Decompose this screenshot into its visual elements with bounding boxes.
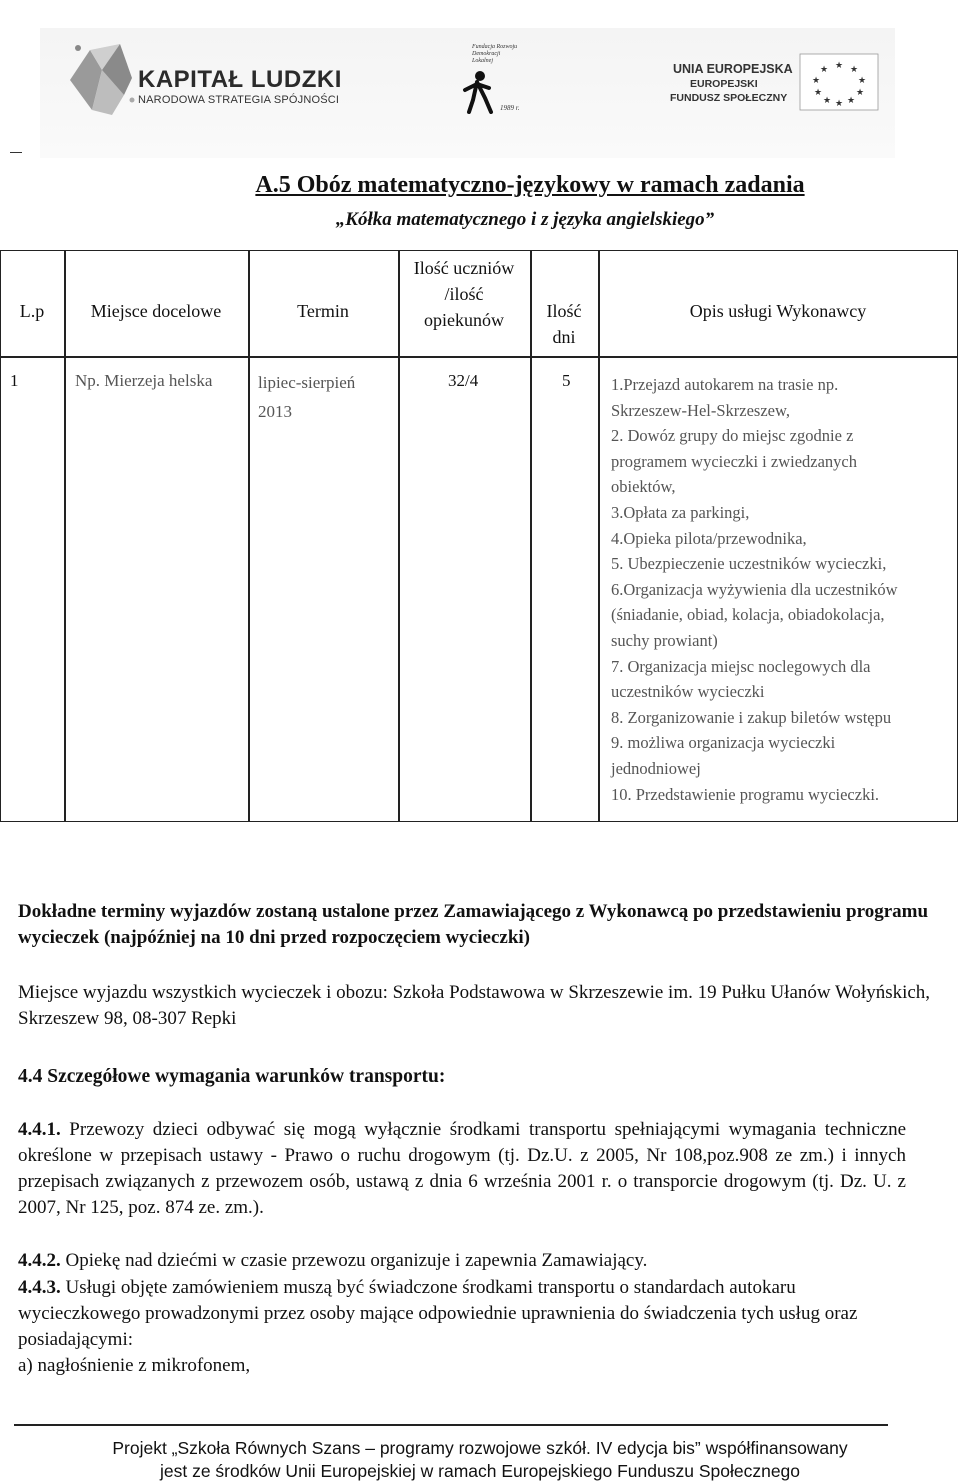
frdl-name: Fundacja Rozwoju Demokracji Lokalnej	[472, 44, 518, 64]
svg-text:★: ★	[834, 99, 844, 109]
svg-text:★: ★	[855, 88, 865, 98]
item-4-4-2: 4.4.2. Opiekę nad dziećmi w czasie przewozu organizuje i zapewnia Zamawiający.	[18, 1250, 648, 1271]
header-dash	[10, 152, 22, 153]
opis-line: 6.Organizacja wyżywienia dla uczestników	[611, 579, 898, 599]
opis-line: 4.Opieka pilota/przewodnika,	[611, 528, 807, 548]
footer-rule	[14, 1424, 888, 1426]
th-ilosc-dni: Ilość dni	[546, 301, 582, 347]
kapital-ludzki-title: KAPITAŁ LUDZKI	[138, 66, 342, 93]
svg-text:★: ★	[813, 88, 823, 98]
svg-text:★: ★	[846, 96, 856, 106]
svg-text:★: ★	[811, 76, 821, 86]
opis-line: (śniadanie, obiad, kolacja, obiadokolacja,	[611, 605, 885, 625]
item-4-4-3: 4.4.3. Usługi objęte zamówieniem muszą być świadczone środkami transportu o standardach autokaru wycieczkowego prowadzonymi przez osoby mające odpowiednie uprawnienia do świadczenia tych usług oraz posiadającymi:	[18, 1277, 858, 1350]
table-col-divider	[64, 250, 66, 822]
table-col-divider	[398, 250, 400, 822]
svg-text:★: ★	[822, 96, 832, 106]
opis-line: 2. Dowóz grupy do miejsc zgodnie z	[611, 426, 854, 446]
opis-line: 8. Zorganizowanie i zakup biletów wstępu	[611, 707, 892, 727]
td-opis	[611, 372, 956, 807]
opis-line: 3.Opłata za parkingi,	[611, 502, 750, 522]
opis-line: 1.Przejazd autokarem na trasie np.	[611, 375, 839, 394]
th-termin: Termin	[297, 301, 349, 321]
opis-line: Skrzeszew-Hel-Skrzeszew,	[611, 400, 790, 420]
transport-heading: 4.4 Szczegółowe wymagania warunków transportu:	[18, 1066, 446, 1087]
opis-line: uczestników wycieczki	[611, 682, 765, 702]
opis-line: programem wycieczki i zwiedzanych	[611, 451, 858, 471]
eu-line2: EUROPEJSKI	[690, 78, 758, 90]
footer-line2: jest ze środków Unii Europejskiej w ramach Europejskiego Funduszu Społecznego	[159, 1461, 801, 1481]
th-ilosc-uczniow: Ilość uczniów /ilość opiekunów	[413, 258, 515, 330]
th-opis: Opis usługi Wykonawcy	[689, 301, 867, 321]
section-title: A.5 Obóz matematyczno-językowy w ramach zadania	[255, 172, 805, 198]
td-ilosc: 32/4	[448, 371, 479, 390]
subitem-a: a) nagłośnienie z mikrofonem,	[18, 1355, 251, 1376]
table-col-divider	[598, 250, 600, 822]
opis-line: 9. możliwa organizacja wycieczki	[611, 733, 836, 753]
opis-line: 5. Ubezpieczenie uczestników wycieczki,	[611, 554, 887, 574]
opis-line: suchy prowiant)	[611, 630, 718, 650]
svg-text:★: ★	[819, 65, 829, 75]
frdl-year: 1989 r.	[500, 104, 520, 112]
kapital-ludzki-subtitle: NARODOWA STRATEGIA SPÓJNOŚCI	[138, 94, 340, 106]
td-lp: 1	[10, 371, 19, 390]
opis-line: 7. Organizacja miejsc noclegowych dla	[611, 656, 871, 676]
th-lp: L.p	[19, 301, 45, 321]
eu-line3: FUNDUSZ SPOŁECZNY	[670, 92, 788, 104]
svg-text:★: ★	[857, 76, 867, 86]
item-4-4-1: 4.4.1. Przewozy dzieci odbywać się mogą wyłącznie środkami transportu spełniającymi wymagania techniczne określone w przepisach ustawy - Prawo o ruchu drogowym (tj. Dz.U. z 2005, Nr 108,poz.908 ze zm.) i innych przepisach związanych z przewozem osób, ustawą z dnia 6 września 2001 r. o transporcie drogowym (tj. Dz. U. z 2007, Nr 125, poz. 874 ze. zm.).	[18, 1119, 906, 1218]
departure-place-paragraph: Miejsce wyjazdu wszystkich wycieczek i obozu: Szkoła Podstawowa w Skrzeszewie im. 19 Pułku Ułanów Wołyńskich, Skrzeszew 98, 08-307 Repki	[18, 982, 931, 1029]
td-dni: 5	[562, 371, 571, 390]
eu-line1: UNIA EUROPEJSKA	[673, 62, 793, 76]
opis-line: obiektów,	[611, 477, 676, 497]
svg-text:★: ★	[849, 65, 859, 75]
opis-line: 10. Przedstawienie programu wycieczki.	[611, 784, 880, 804]
table-header-divider	[0, 356, 958, 358]
svg-text:★: ★	[834, 61, 844, 71]
footer-line1: Projekt „Szkoła Równych Szans – programy rozwojowe szkół. IV edycja bis” współfinansowany	[112, 1438, 848, 1458]
eu-flag-icon	[650, 40, 880, 120]
section-subtitle: „Kółka matematycznego i z języka angielskiego”	[335, 209, 715, 230]
td-termin: lipiec-sierpień 2013	[258, 373, 356, 421]
th-miejsce: Miejsce docelowe	[90, 301, 222, 321]
opis-line: jednodniowej	[611, 758, 701, 778]
td-miejsce: Np. Mierzeja helska	[75, 371, 213, 390]
terms-paragraph: Dokładne terminy wyjazdów zostaną ustalone przez Zamawiającego z Wykonawcą po przedstawieniu programu wycieczek (najpóźniej na 10 dni przed rozpoczęciem wycieczki)	[18, 901, 929, 948]
table-col-divider	[248, 250, 250, 822]
